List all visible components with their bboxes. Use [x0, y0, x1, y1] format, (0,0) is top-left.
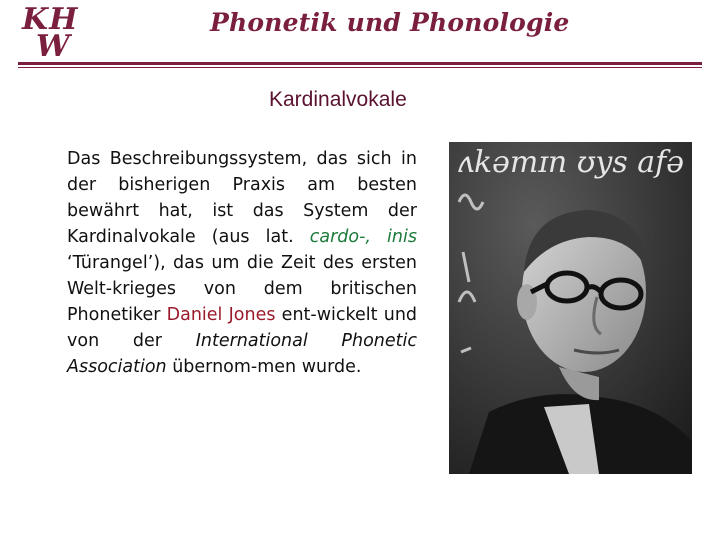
logo-line-2: W — [36, 29, 70, 64]
person-name: Daniel Jones — [166, 305, 276, 325]
text-part-1: Das Beschreibungssystem, das sich in der bisherigen Praxis am besten bewährt hat, ist das System der Kardinalvokale (aus lat. — [67, 149, 417, 247]
text-part-4: übernom-men wurde. — [166, 357, 362, 377]
chalk-writing: ʌkəmɪn ʊys afə — [457, 145, 685, 180]
text-part-3: ent-wickelt und von der — [67, 305, 418, 351]
slide-title: Kardinalvokale — [269, 88, 407, 111]
portrait-illustration — [449, 142, 692, 474]
header-title: Phonetik und Phonologie — [210, 8, 570, 37]
text-part-2: ‘Türangel’), das um die Zeit des ersten Welt-krieges von dem britischen Phonetiker — [67, 253, 417, 325]
latin-term: cardo-, inis — [309, 227, 417, 247]
logo-line-1: KH — [22, 2, 79, 37]
portrait-photo — [449, 142, 692, 474]
body-paragraph — [67, 146, 417, 380]
organization-name: International Phonetic Association — [67, 331, 417, 377]
header-rule-thick — [18, 62, 702, 65]
khw-logo — [22, 2, 92, 64]
header-rule-thin — [18, 67, 702, 68]
